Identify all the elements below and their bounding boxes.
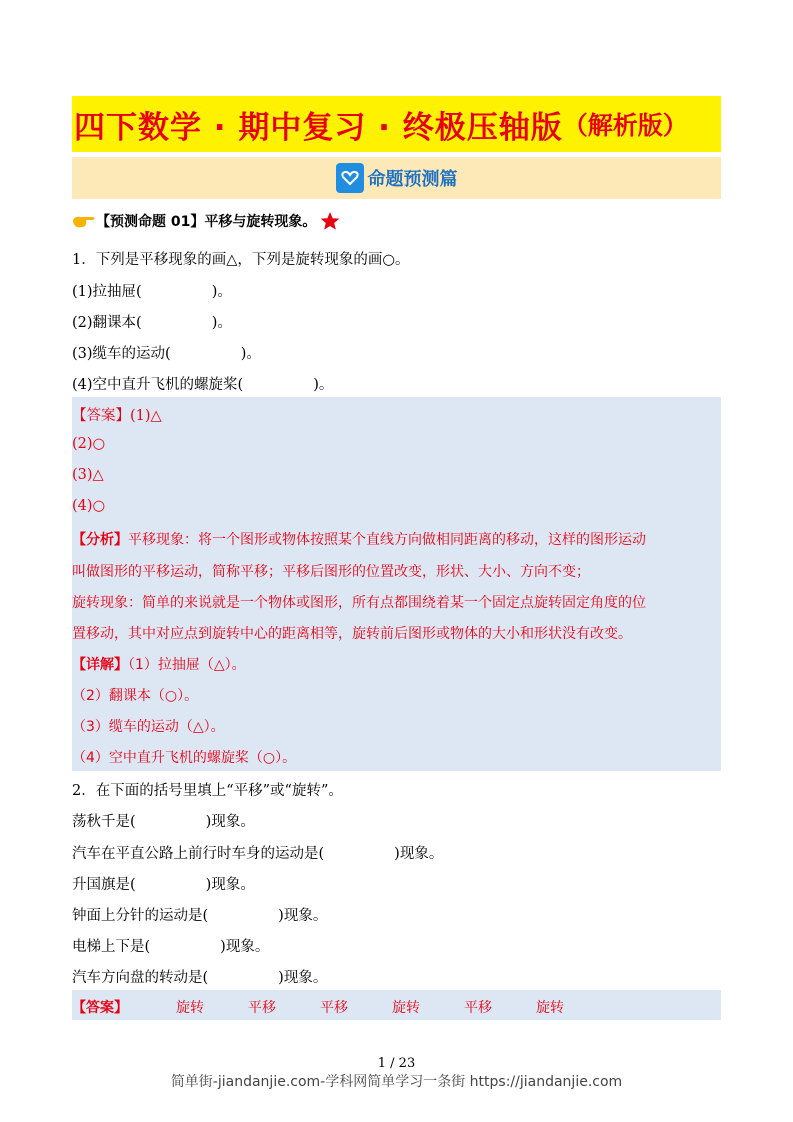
- q1-answer-box: [72, 397, 721, 771]
- q1-analysis-line: 旋转现象：简单的来说就是一个物体或图形，所有点都围绕着某一个固定点旋转固定角度的位: [72, 595, 646, 611]
- q2-item: 荡秋千是( )现象。: [72, 814, 255, 830]
- q2-answer: 【答案】 旋转 平移 平移 旋转 平移 旋转: [72, 1000, 564, 1016]
- q2-item: 汽车在平直公路上前行时车身的运动是( )现象。: [72, 846, 444, 862]
- page-number: 1 / 23: [377, 1056, 416, 1071]
- q1-item: (3)缆车的运动( )。: [72, 346, 261, 362]
- q1-detail-line: （2）翻课本（○）。: [72, 688, 199, 704]
- q1-analysis-line: 置移动，其中对应点到旋转中心的距离相等，旋转前后图形或物体的大小和形状没有改变。: [72, 626, 632, 642]
- q1-detail-line: （4）空中直升飞机的螺旋桨（○）。: [72, 750, 297, 766]
- section-banner: [72, 157, 721, 199]
- red-star-icon: [320, 211, 340, 231]
- title-banner: [72, 96, 721, 152]
- q2-stem: 2．在下面的括号里填上“平移”或“旋转”。: [72, 783, 343, 799]
- q1-answer-line: (4)○: [72, 498, 106, 514]
- q1-analysis-line: 【分析】平移现象：将一个图形或物体按照某个直线方向做相同距离的移动，这样的图形运动: [72, 532, 646, 548]
- topic-label: 【预测命题 01】平移与旋转现象。: [96, 214, 317, 230]
- q2-item: 升国旗是( )现象。: [72, 877, 255, 893]
- q1-answer-line: (2)○: [72, 436, 106, 452]
- q1-item: (1)拉抽屉( )。: [72, 284, 232, 300]
- footer-watermark: 简单街-jiandanjie.com-学科网简单学习一条街 https://jiandanjie.com: [170, 1074, 623, 1090]
- q1-detail-line: （3）缆车的运动（△）。: [72, 719, 225, 735]
- q1-analysis-line: 叫做图形的平移运动，简称平移；平移后图形的位置改变，形状、大小、方向不变；: [72, 564, 590, 580]
- q2-item: 钟面上分针的运动是( )现象。: [72, 908, 328, 924]
- q1-answer: 【答案】(1)△: [72, 408, 162, 424]
- q1-detail-line: 【详解】（1）拉抽屉（△）。: [72, 657, 246, 673]
- q1-item: (2)翻课本( )。: [72, 315, 232, 331]
- book-icon: [336, 163, 364, 193]
- pointing-hand-icon: [72, 212, 96, 230]
- q1-item: (4)空中直升飞机的螺旋桨( )。: [72, 377, 334, 393]
- q1-answer-line: (3)△: [72, 467, 104, 483]
- page-subtitle: （解析版）: [562, 111, 688, 140]
- section-title: 命题预测篇: [367, 169, 458, 190]
- topic-heading: [72, 211, 340, 231]
- page-title: 四下数学 · 期中复习 · 终极压轴版: [74, 109, 563, 146]
- q2-item: 电梯上下是( )现象。: [72, 939, 270, 955]
- q1-stem: 1．下列是平移现象的画△，下列是旋转现象的画○。: [72, 252, 410, 268]
- q2-item: 汽车方向盘的转动是( )现象。: [72, 970, 328, 986]
